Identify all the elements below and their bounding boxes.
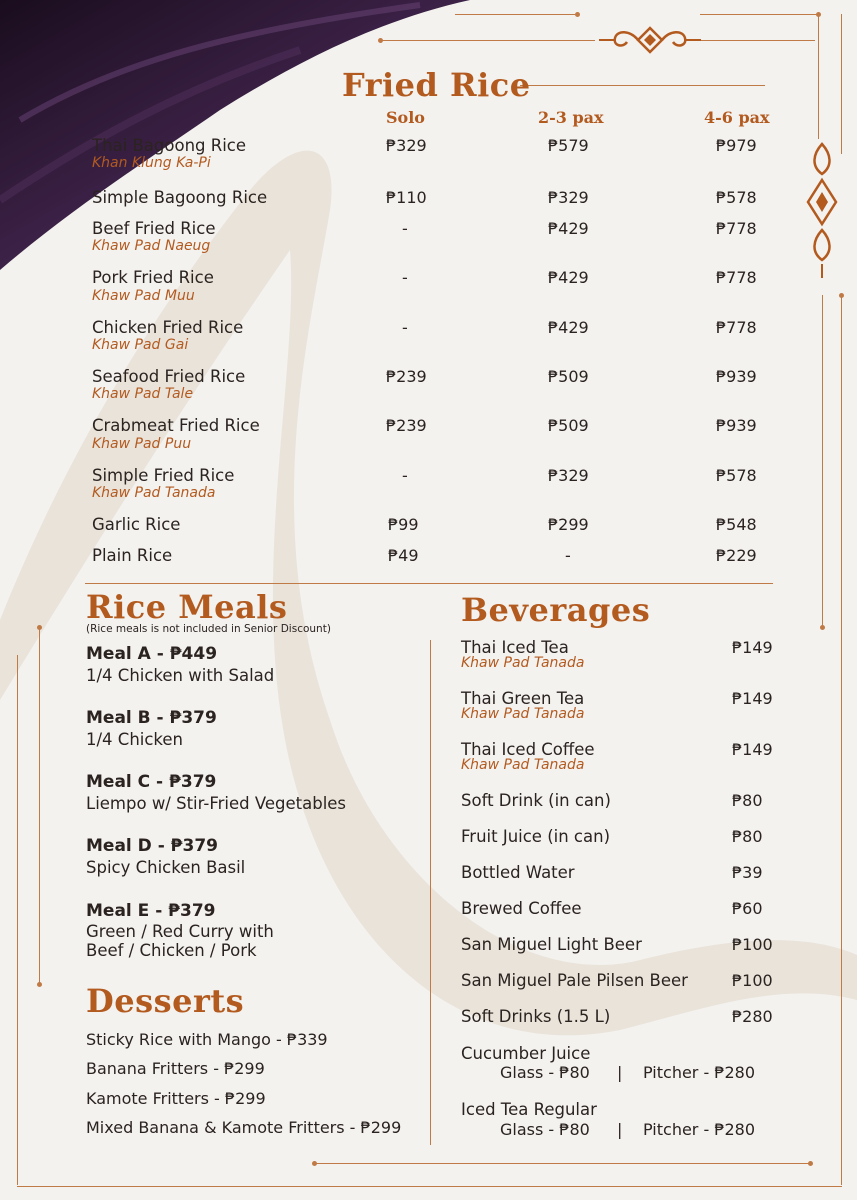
price-separator: |: [617, 1063, 623, 1082]
price-2-3-pax: ₱329: [548, 188, 589, 207]
frame-line: [841, 295, 842, 1185]
beverage-price: ₱149: [732, 689, 773, 708]
pitcher-price: Pitcher - ₱280: [643, 1120, 756, 1139]
frame-line: [841, 14, 842, 154]
beverage-name: Soft Drink (in can): [461, 791, 611, 810]
price-4-6-pax: ₱578: [716, 466, 757, 485]
item-name: Plain Rice: [92, 546, 173, 565]
price-2-3-pax: ₱509: [548, 416, 589, 435]
item-name: Garlic Rice: [92, 515, 181, 534]
price-4-6-pax: ₱548: [716, 515, 757, 534]
price-2-3-pax: ₱579: [548, 136, 589, 155]
frame-line: [380, 40, 595, 41]
desserts-title: Desserts: [86, 982, 245, 1020]
meal-title: Meal E - ₱379: [86, 901, 216, 921]
rice-meals-title: Rice Meals: [86, 588, 288, 626]
frame-line: [17, 1186, 842, 1187]
price-4-6-pax: ₱778: [716, 219, 757, 238]
meal-title: Meal A - ₱449: [86, 644, 218, 664]
dessert-item: Sticky Rice with Mango - ₱339: [86, 1030, 328, 1049]
beverage-subtitle: Khaw Pad Tanada: [461, 655, 585, 671]
beverage-price: ₱149: [732, 740, 773, 759]
meal-title: Meal B - ₱379: [86, 708, 217, 728]
meal-description: Liempo w/ Stir-Fried Vegetables: [86, 794, 347, 813]
dessert-item: Kamote Fritters - ₱299: [86, 1089, 266, 1108]
item-subtitle: Khaw Pad Muu: [92, 288, 195, 304]
beverage-name: Thai Iced Coffee: [461, 740, 595, 759]
price-4-6-pax: ₱939: [716, 367, 757, 386]
beverage-price: ₱100: [732, 935, 773, 954]
glass-price: Glass - ₱80: [500, 1120, 590, 1139]
price-solo: ₱110: [386, 188, 427, 207]
frame-dot: [575, 12, 580, 17]
column-header-4-6-pax: 4-6 pax: [704, 108, 770, 127]
frame-line: [700, 40, 815, 41]
beverage-price: ₱280: [732, 1007, 773, 1026]
price-solo: ₱99: [388, 515, 419, 534]
dessert-item: Mixed Banana & Kamote Fritters - ₱299: [86, 1118, 402, 1137]
price-4-6-pax: ₱939: [716, 416, 757, 435]
item-subtitle: Khaw Pad Puu: [92, 436, 192, 452]
price-solo: ₱239: [386, 416, 427, 435]
price-2-3-pax: -: [565, 546, 571, 565]
item-subtitle: Khan Klung Ka-Pi: [92, 155, 211, 171]
column-divider: [430, 640, 431, 1145]
item-subtitle: Khaw Pad Tale: [92, 386, 194, 402]
beverage-name: Soft Drinks (1.5 L): [461, 1007, 611, 1026]
meal-description: 1/4 Chicken with Salad: [86, 666, 275, 685]
beverage-subtitle: Khaw Pad Tanada: [461, 706, 585, 722]
rice-meals-note: (Rice meals is not included in Senior Discount): [86, 623, 331, 635]
section-divider: [85, 583, 773, 584]
beverage-name: Cucumber Juice: [461, 1044, 591, 1063]
frame-dot: [839, 293, 844, 298]
item-name: Thai Bagoong Rice: [92, 136, 247, 155]
beverage-price: ₱149: [732, 638, 773, 657]
price-2-3-pax: ₱429: [548, 219, 589, 238]
price-4-6-pax: ₱578: [716, 188, 757, 207]
meal-title: Meal D - ₱379: [86, 836, 218, 856]
frame-dot: [37, 982, 42, 987]
price-2-3-pax: ₱299: [548, 515, 589, 534]
price-solo: -: [402, 219, 408, 238]
fried-rice-title: Fried Rice: [342, 66, 531, 104]
beverage-price: ₱39: [732, 863, 763, 882]
meal-description: 1/4 Chicken: [86, 730, 184, 749]
item-name: Seafood Fried Rice: [92, 367, 246, 386]
beverage-price: ₱80: [732, 827, 763, 846]
column-header-solo: Solo: [386, 108, 425, 127]
frame-line: [700, 14, 820, 15]
frame-dot: [378, 38, 383, 43]
meal-description: Spicy Chicken Basil: [86, 858, 246, 877]
beverage-name: San Miguel Light Beer: [461, 935, 642, 954]
pitcher-price: Pitcher - ₱280: [643, 1063, 756, 1082]
beverage-price: ₱80: [732, 791, 763, 810]
beverage-name: Thai Iced Tea: [461, 638, 569, 657]
item-name: Crabmeat Fried Rice: [92, 416, 260, 435]
item-subtitle: Khaw Pad Gai: [92, 337, 189, 353]
price-solo: -: [402, 466, 408, 485]
item-name: Chicken Fried Rice: [92, 318, 244, 337]
beverage-name: Iced Tea Regular: [461, 1100, 597, 1119]
frame-dot: [37, 625, 42, 630]
frame-line: [315, 1163, 810, 1164]
price-solo: ₱329: [386, 136, 427, 155]
meal-title: Meal C - ₱379: [86, 772, 217, 792]
price-solo: -: [402, 318, 408, 337]
price-4-6-pax: ₱778: [716, 268, 757, 287]
item-name: Simple Bagoong Rice: [92, 188, 268, 207]
frame-line: [17, 655, 18, 1185]
beverages-title: Beverages: [461, 591, 651, 629]
glass-price: Glass - ₱80: [500, 1063, 590, 1082]
price-2-3-pax: ₱429: [548, 268, 589, 287]
frame-line: [39, 628, 40, 983]
meal-description-line-2: Beef / Chicken / Pork: [86, 941, 257, 960]
frame-line: [818, 14, 819, 139]
side-ornament-icon: [803, 140, 841, 280]
beverage-price: ₱60: [732, 899, 763, 918]
dessert-item: Banana Fritters - ₱299: [86, 1059, 265, 1078]
frame-dot: [808, 1161, 813, 1166]
item-subtitle: Khaw Pad Tanada: [92, 485, 216, 501]
price-4-6-pax: ₱778: [716, 318, 757, 337]
frame-line: [822, 295, 823, 625]
price-solo: -: [402, 268, 408, 287]
frame-line: [520, 85, 765, 86]
frame-dot: [820, 625, 825, 630]
frame-dot: [312, 1161, 317, 1166]
beverage-price: ₱100: [732, 971, 773, 990]
price-4-6-pax: ₱229: [716, 546, 757, 565]
meal-description: Green / Red Curry with: [86, 922, 274, 941]
beverage-name: Thai Green Tea: [461, 689, 585, 708]
price-solo: ₱49: [388, 546, 419, 565]
column-header-2-3-pax: 2-3 pax: [538, 108, 604, 127]
item-name: Pork Fried Rice: [92, 268, 214, 287]
item-name: Beef Fried Rice: [92, 219, 216, 238]
price-4-6-pax: ₱979: [716, 136, 757, 155]
item-subtitle: Khaw Pad Naeug: [92, 238, 211, 254]
item-name: Simple Fried Rice: [92, 466, 235, 485]
beverage-name: Fruit Juice (in can): [461, 827, 611, 846]
beverage-name: San Miguel Pale Pilsen Beer: [461, 971, 688, 990]
frame-line: [455, 14, 575, 15]
beverage-subtitle: Khaw Pad Tanada: [461, 757, 585, 773]
frame-dot: [816, 12, 821, 17]
price-2-3-pax: ₱329: [548, 466, 589, 485]
beverage-name: Brewed Coffee: [461, 899, 582, 918]
beverage-name: Bottled Water: [461, 863, 575, 882]
price-separator: |: [617, 1120, 623, 1139]
ornament-icon: [595, 24, 705, 56]
price-2-3-pax: ₱509: [548, 367, 589, 386]
price-solo: ₱239: [386, 367, 427, 386]
price-2-3-pax: ₱429: [548, 318, 589, 337]
